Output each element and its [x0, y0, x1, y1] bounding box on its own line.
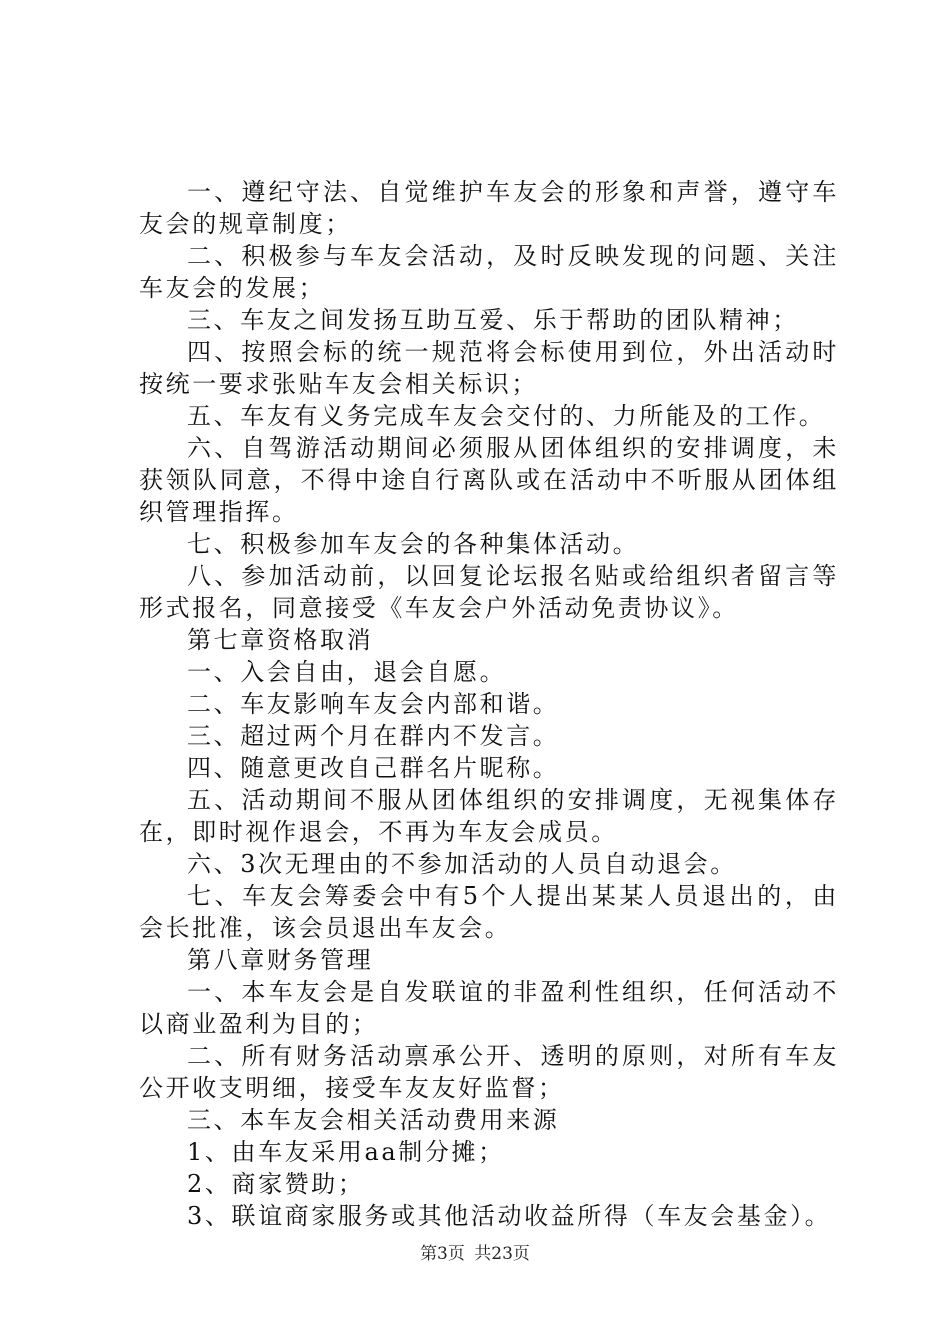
- paragraph: 三、车友之间发扬互助互爱、乐于帮助的团队精神；: [187, 306, 799, 334]
- page-footer: [0, 1242, 950, 1266]
- paragraph: 一、本车友会是自发联谊的非盈利性组织，任何活动不以商业盈利为目的；: [139, 978, 839, 1038]
- paragraph: 五、车友有义务完成车友会交付的、力所能及的工作。: [187, 402, 826, 430]
- paragraph: 三、超过两个月在群内不发言。: [187, 722, 560, 750]
- paragraph: 一、遵纪守法、自觉维护车友会的形象和声誉，遵守车友会的规章制度；: [139, 178, 839, 238]
- chapter-heading: 第七章资格取消: [187, 626, 374, 654]
- list-item: 2、商家赞助；: [187, 1170, 365, 1198]
- paragraph: 四、按照会标的统一规范将会标使用到位，外出活动时按统一要求张贴车友会相关标识；: [139, 338, 839, 398]
- page-number: 第3页: [420, 1244, 465, 1264]
- paragraph: 七、车友会筹委会中有5个人提出某某人员退出的，由会长批准，该会员退出车友会。: [139, 882, 839, 942]
- paragraph: 一、入会自由，退会自愿。: [187, 658, 507, 686]
- paragraph: 七、积极参加车友会的各种集体活动。: [187, 530, 640, 558]
- paragraph: 二、所有财务活动禀承公开、透明的原则，对所有车友公开收支明细，接受车友友好监督；: [139, 1042, 839, 1102]
- paragraph: 四、随意更改自己群名片昵称。: [187, 754, 560, 782]
- paragraph: 六、自驾游活动期间必须服从团体组织的安排调度，未获领队同意，不得中途自行离队或在活动中不听服从团体组织管理指挥。: [139, 434, 839, 526]
- chapter-heading: 第八章财务管理: [187, 946, 374, 974]
- document-body: [139, 176, 839, 1232]
- paragraph: 二、积极参与车友会活动，及时反映发现的问题、关注车友会的发展；: [139, 242, 839, 302]
- paragraph: 六、3次无理由的不参加活动的人员自动退会。: [187, 850, 737, 878]
- paragraph: 二、车友影响车友会内部和谐。: [187, 690, 560, 718]
- paragraph: 三、本车友会相关活动费用来源: [187, 1106, 560, 1134]
- list-item: 1、由车友采用aa制分摊；: [187, 1138, 505, 1166]
- page-total: 共23页: [474, 1244, 530, 1264]
- paragraph: 五、活动期间不服从团体组织的安排调度，无视集体存在，即时视作退会，不再为车友会成员。: [139, 786, 839, 846]
- list-item: 3、联谊商家服务或其他活动收益所得（车友会基金）。: [187, 1202, 832, 1230]
- paragraph: 八、参加活动前，以回复论坛报名贴或给组织者留言等形式报名，同意接受《车友会户外活动免责协议》。: [139, 562, 839, 622]
